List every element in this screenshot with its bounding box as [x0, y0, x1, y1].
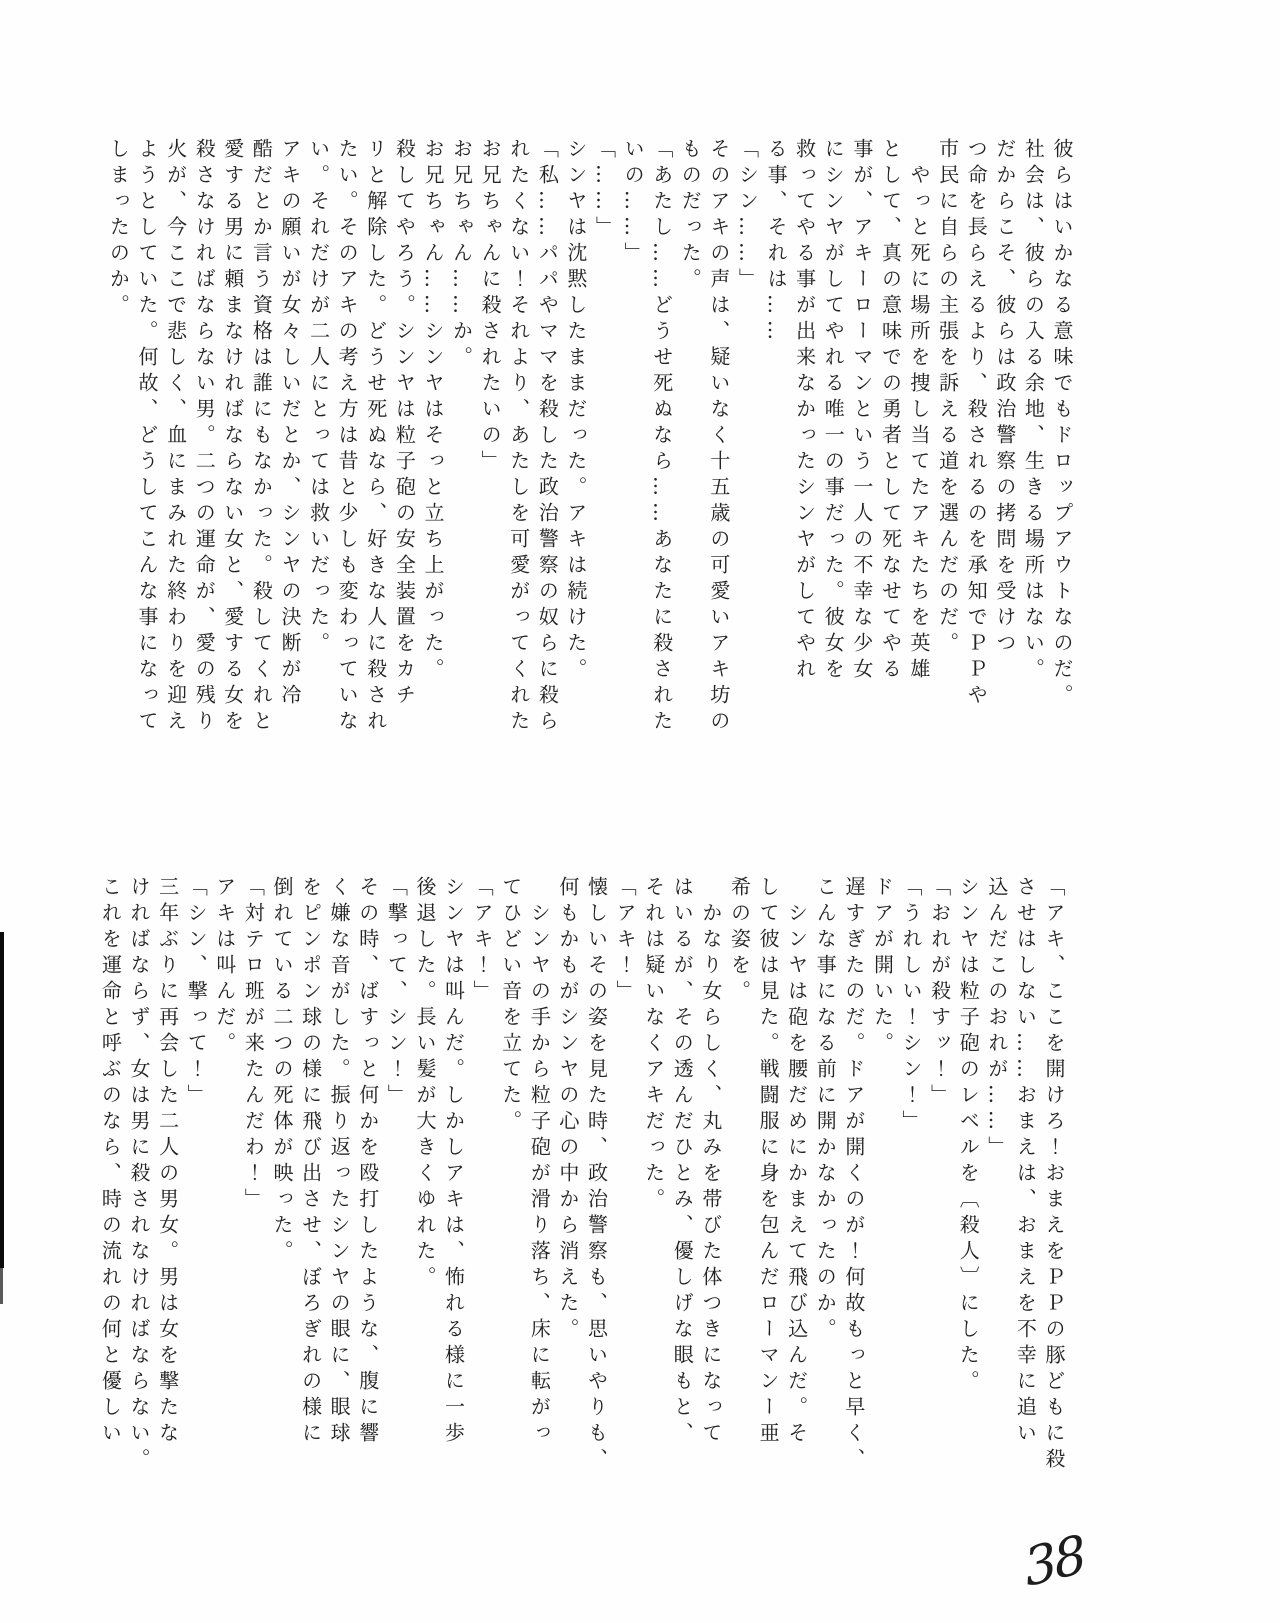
- text-column: 殺してやろう。シンヤは粒子砲の安全装置をカチ: [392, 138, 417, 710]
- text-column: 後退した。長い髪が大きくゆれた。: [412, 876, 437, 1292]
- text-column: 殺さなければならない男。二つの運命が、愛の残り: [192, 138, 217, 736]
- text-column: として、真の意味での勇者として死なせてやる: [878, 138, 903, 684]
- text-column: る事、それは……: [764, 138, 789, 346]
- text-column: 何もかもがシンヤの心の中から消えた。: [555, 876, 580, 1344]
- text-column: 「アキ、ここを開けろ！おまえをＰＰの豚どもに殺: [1042, 876, 1066, 1474]
- text-column: 市民に自らの主張を訴える道を選んだのだ。: [935, 138, 960, 658]
- text-column: れたくない！それより、あたしを可愛がってくれた: [506, 138, 531, 736]
- text-column: 愛する男に頼まなければならない女と、愛する女を: [220, 138, 245, 736]
- text-column: 火が、今ここで悲しく、血にまみれた終わりを迎え: [163, 138, 188, 736]
- text-column: シンヤは沈黙したままだった。アキは続けた。: [563, 138, 588, 684]
- text-column: 「対テロ班が来たんだわ！」: [241, 876, 266, 1214]
- text-column: シンヤは叫んだ。しかしアキは、怖れる様に一歩: [441, 876, 466, 1448]
- text-column: 「シン、撃って！」: [184, 876, 209, 1110]
- text-column: お兄ちゃん……か。: [449, 138, 474, 372]
- text-column: 彼らはいかなる意味でもドロップアウトなのだ。: [1050, 138, 1074, 710]
- text-column: シンヤは粒子砲のレベルを〔殺人〕にした。: [956, 876, 981, 1396]
- text-column: こんな事になる前に開かなかったのか。: [813, 876, 838, 1344]
- text-column: シンヤは砲を腰だめにかまえて飛び込んだ。そ: [784, 876, 809, 1448]
- text-column: 懐しいその姿を見た時、政治警察も、思いやりも、: [584, 876, 609, 1474]
- text-column: 事が、アキーローマンという一人の不幸な少女: [849, 138, 874, 684]
- top-text-block: [104, 138, 1076, 844]
- text-column: シンヤの手から粒子砲が滑り落ち、床に転がっ: [527, 876, 552, 1448]
- text-column: にシンヤがしてやれる唯一の事だった。彼女を: [821, 138, 846, 684]
- text-column: 込んだこのおれが……」: [984, 876, 1009, 1162]
- text-column: い。それだけが二人にとっては救いだった。: [306, 138, 331, 658]
- text-column: アキは叫んだ。: [212, 876, 237, 1058]
- text-column: そのアキの声は、疑いなく十五歳の可愛いアキ坊の: [706, 138, 731, 736]
- bottom-text-block: [96, 876, 1068, 1526]
- text-column: リと解除した。どうせ死ぬなら、好きな人に殺され: [363, 138, 388, 736]
- text-column: 酷だとか言う資格は誰にもなかった。殺してくれと: [249, 138, 274, 736]
- text-column: やっと死に場所を捜し当てたアキたちを英雄: [907, 138, 932, 684]
- text-column: させはしない……おまえは、おまえを不幸に追い: [1013, 876, 1038, 1448]
- text-column: 「私……パパやママを殺した政治警察の奴らに殺ら: [535, 138, 560, 736]
- handwritten-page-number: 38: [1020, 1524, 1088, 1600]
- text-column: 倒れている二つの死体が映った。: [269, 876, 294, 1266]
- text-column: 三年ぶりに再会した二人の男女。男は女を撃たな: [155, 876, 180, 1448]
- text-column: それは疑いなくアキだった。: [641, 876, 666, 1214]
- text-column: はいるが、その透んだひとみ、優しげな眼もと、: [670, 876, 695, 1448]
- text-column: ようとしていた。何故、どうしてこんな事になって: [135, 138, 159, 736]
- text-column: 救ってやる事が出来なかったシンヤがしてやれ: [792, 138, 817, 684]
- text-column: 遅すぎたのだ。ドアが開くのが！何故もっと早く、: [841, 876, 866, 1474]
- text-column: 「撃って、シン！」: [384, 876, 409, 1110]
- text-column: く嫌な音がした。振り返ったシンヤの眼に、眼球: [327, 876, 352, 1448]
- text-column: ドアが開いた。: [870, 876, 895, 1058]
- scan-edge-artifact: [0, 1268, 3, 1304]
- text-column: これを運命と呼ぶのなら、時の流れの何と優しい: [98, 876, 123, 1448]
- text-column: 「あたし……どうせ死ぬなら……あなたに殺された: [649, 138, 674, 736]
- text-column: して彼は見た。戦闘服に身を包んだローマンー亜: [756, 876, 781, 1448]
- text-column: 「おれが殺すッ！」: [927, 876, 952, 1110]
- text-column: かなり女らしく、丸みを帯びた体つきになって: [698, 876, 723, 1448]
- text-column: 社会は、彼らの入る余地、生きる場所はない。: [1021, 138, 1046, 684]
- text-column: たい。そのアキの考え方は昔と少しも変わっていな: [335, 138, 360, 736]
- text-column: つ命を長らえるより、殺されるのを承知でＰＰや: [964, 138, 989, 710]
- text-column: 「……」: [592, 138, 617, 242]
- scan-edge-artifact: [0, 932, 4, 1268]
- text-column: お兄ちゃん……シンヤはそっと立ち上がった。: [420, 138, 445, 684]
- text-column: だからこそ、彼らは政治警察の拷問を受けつ: [992, 138, 1017, 658]
- text-column: その時、ばすっと何かを殴打したような、腹に響: [355, 876, 380, 1448]
- text-column: 希の姿を。: [727, 876, 752, 1006]
- text-column: お兄ちゃんに殺されたいの」: [478, 138, 503, 476]
- text-column: をピンポン球の様に飛び出させ、ぼろぎれの様に: [298, 876, 323, 1448]
- text-column: 「うれしい！シン！」: [899, 876, 924, 1136]
- text-column: ものだった。: [678, 138, 703, 294]
- text-column: 「アキ！」: [613, 876, 638, 1006]
- text-column: アキの願いが女々しいだとか、シンヤの決断が冷: [277, 138, 302, 710]
- text-column: ければならず、女は男に殺されなければならない。: [127, 876, 151, 1474]
- text-column: てひどい音を立てた。: [498, 876, 523, 1136]
- text-column: いの……」: [621, 138, 646, 268]
- text-column: 「シン……」: [735, 138, 760, 294]
- text-column: しまったのか。: [106, 138, 131, 320]
- text-column: 「アキ！」: [470, 876, 495, 1006]
